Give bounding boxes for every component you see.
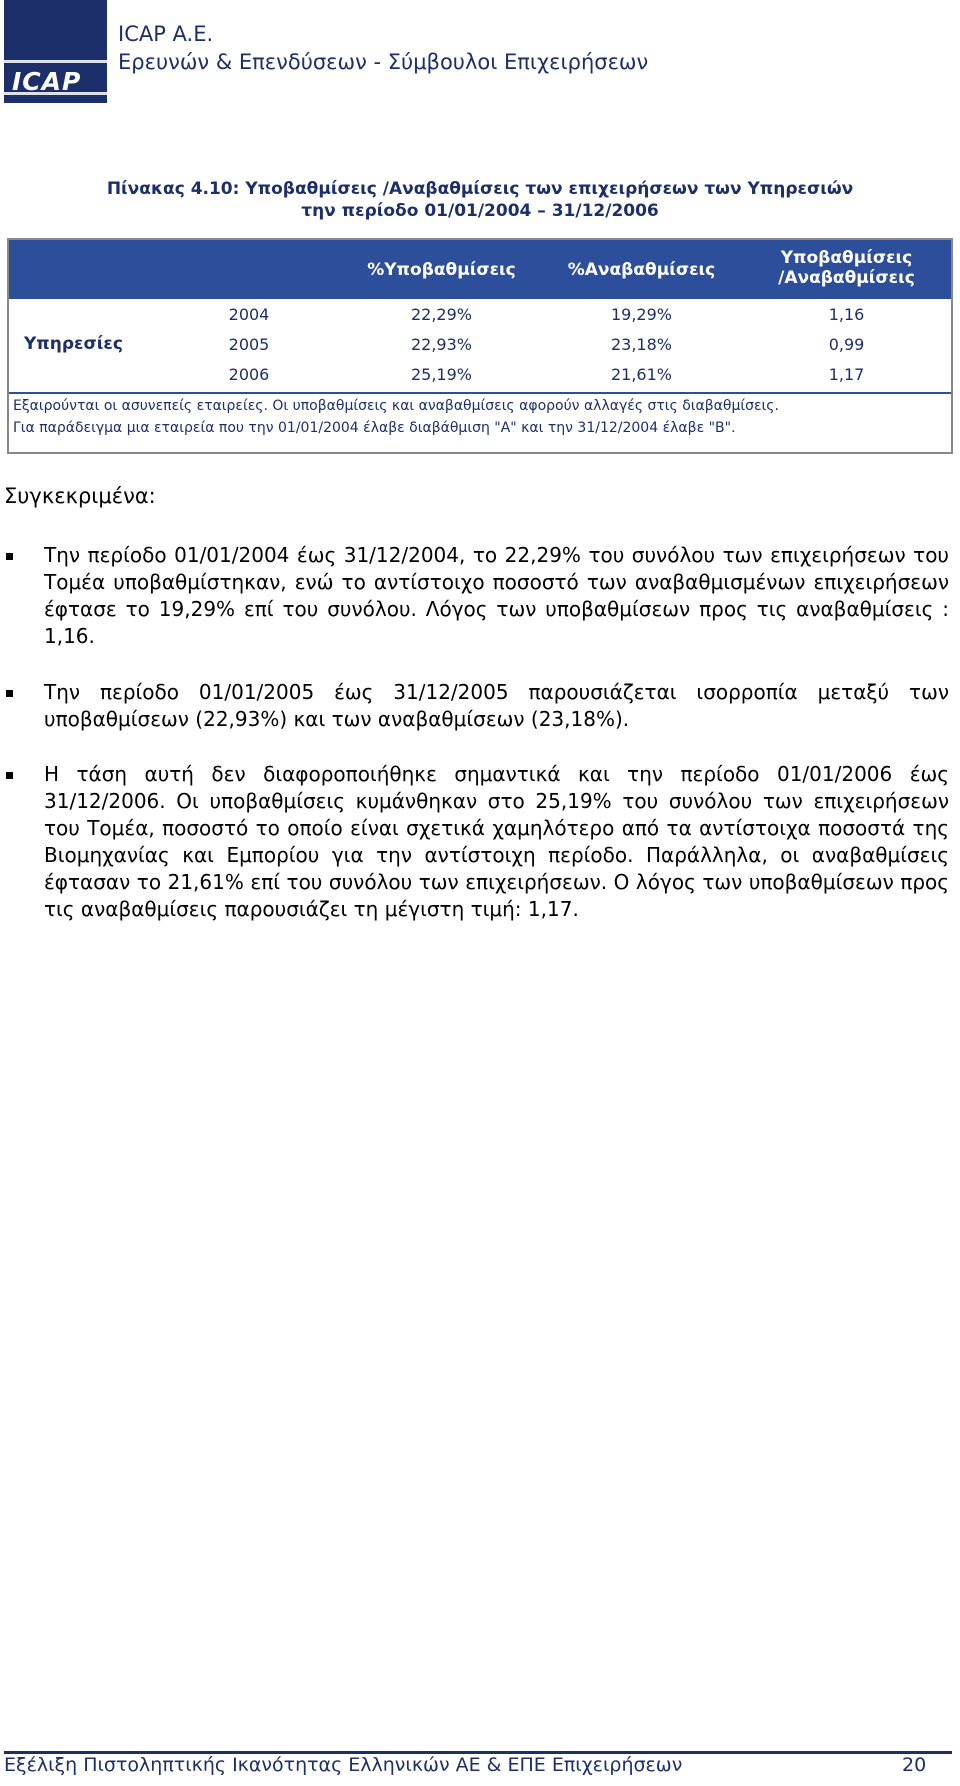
company-subtitle: Ερευνών & Επενδύσεων - Σύμβουλοι Επιχειρήσεων [118,50,649,74]
cell-ratio: 0,99 [828,335,865,354]
table-caption-line1: Πίνακας 4.10: Υποβαθμίσεις /Αναβαθμίσεις των επιχειρήσεων των Υπηρεσιών [106,179,854,199]
header-separator [9,297,951,299]
cell-year: 2006 [228,365,270,384]
icap-logo [4,0,107,103]
page-number: 20 [902,1754,927,1776]
bullet-paragraph-2004: Την περίοδο 01/01/2004 έως 31/12/2004, το 22,29% του συνόλου των επιχειρήσεων του Τομέα υποβαθμίστηκαν, ενώ το αντίστοιχο ποσοστό των αναβαθμισμένων επιχειρήσεων έφτασε το 19,29% επί του συνόλου. Λόγος των υποβαθμίσεων προς τις αναβαθμίσεις : 1,16. [44,543,949,648]
col-header-ratio-line2: /Αναβαθμίσεις [778,268,915,288]
table-caption-line2: την περίοδο 01/01/2004 – 31/12/2006 [301,201,659,221]
company-header [118,20,648,76]
bullet-paragraph-2005: Την περίοδο 01/01/2005 έως 31/12/2005 παρουσιάζεται ισορροπία μεταξύ των υποβαθμίσεων (22,93%) και των αναβαθμίσεων (23,18%). [44,680,949,731]
bullet-icon [6,690,13,697]
bullet-icon [6,553,13,560]
footer-title: Εξέλιξη Πιστοληπτικής Ικανότητας Ελληνικών ΑΕ & ΕΠΕ Επιχειρήσεων [4,1754,683,1776]
bullet-icon [6,772,13,779]
cell-upgrades: 21,61% [610,365,672,384]
cell-year: 2004 [228,305,270,324]
notes-separator [9,392,951,394]
intro-text: Συγκεκριμένα: [4,484,156,508]
table-note-2: Για παράδειγμα μια εταιρεία που την 01/01/2004 έλαβε διαβάθμιση "Α" και την 31/12/2004 έλαβε "Β". [13,420,736,436]
cell-ratio: 1,17 [828,365,865,384]
cell-year: 2005 [228,335,270,354]
col-header-downgrades: %Υποβαθμίσεις [367,260,516,280]
row-label-services: Υπηρεσίες [24,334,123,354]
cell-upgrades: 19,29% [610,305,672,324]
cell-downgrades: 25,19% [410,365,472,384]
logo-text: ICAP [12,67,82,96]
cell-ratio: 1,16 [828,305,865,324]
downgrades-table [7,238,953,454]
bullet-paragraph-2006: Η τάση αυτή δεν διαφοροποιήθηκε σημαντικά και την περίοδο 01/01/2006 έως 31/12/2006. Οι υποβαθμίσεις κυμάνθηκαν στο 25,19% του συνόλου των επιχειρήσεων του Τομέα, ποσοστό το οποίο είναι σχετικά χαμηλότερο από τα αντίστοιχα ποσοστά της Βιομηχανίας και Εμπορίου για την αντίστοιχη περίοδο. Παράλληλα, οι αναβαθμίσεις έφτασαν το 21,61% επί του συνόλου των επιχειρήσεων. Ο λόγος των υποβαθμίσεων προς τις αναβαθμίσεις παρουσιάζει τη μέγιστη τιμή: 1,17. [44,762,949,921]
col-header-upgrades: %Αναβαθμίσεις [567,260,716,280]
company-name: ICAP A.E. [118,22,214,46]
table-header [9,240,951,297]
cell-upgrades: 23,18% [610,335,672,354]
cell-downgrades: 22,93% [410,335,472,354]
col-header-ratio-line1: Υποβαθμίσεις [780,248,913,268]
cell-downgrades: 22,29% [410,305,472,324]
table-note-1: Εξαιρούνται οι ασυνεπείς εταιρείες. Οι υποβαθμίσεις και αναβαθμίσεις αφορούν αλλαγές στις διαβαθμίσεις. [13,398,779,414]
